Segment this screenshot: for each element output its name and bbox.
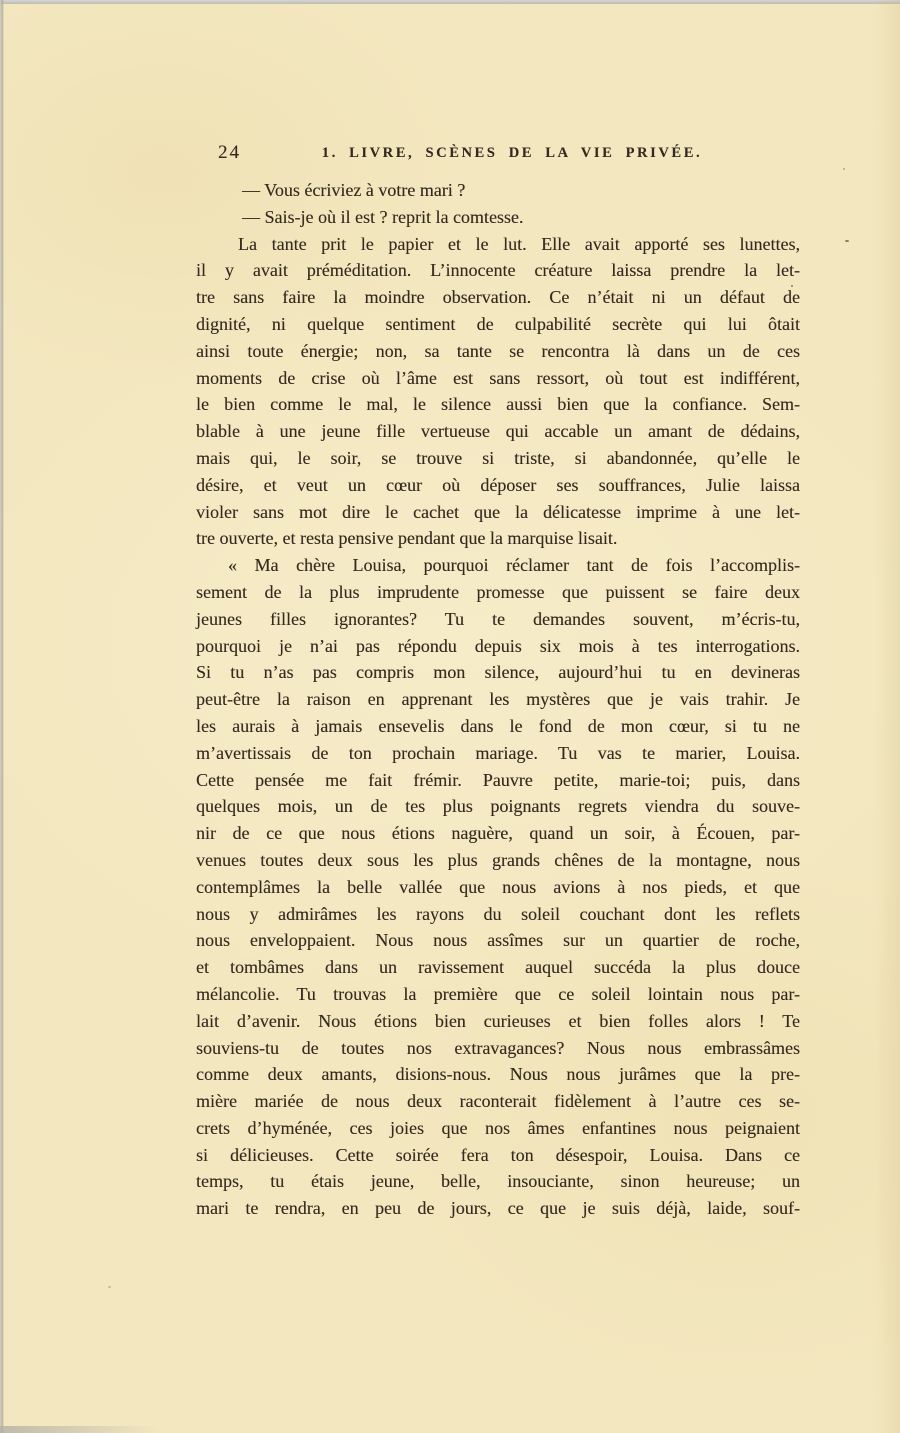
- text-line: — Vous écriviez à votre mari ?: [242, 180, 466, 200]
- ink-speck: [108, 1286, 111, 1288]
- page-number: 24: [218, 142, 241, 163]
- scan-edge-left: [0, 0, 4, 1433]
- text-line: nir de ce que nous étions naguère, quand un soir, à Écouen, par-: [196, 823, 800, 844]
- ink-speck: [843, 168, 845, 170]
- text-block: [196, 177, 800, 1222]
- text-line: comme deux amants, disions-nous. Nous nous jurâmes que la pre-: [196, 1064, 800, 1085]
- text-line: mélancolie. Tu trouvas la première que ce soleil lointain nous par-: [196, 983, 800, 1004]
- text-line: et tombâmes dans un ravissement auquel succéda la plus douce: [196, 957, 800, 978]
- text-line: venues toutes deux sous les plus grands chênes de la montagne, nous: [196, 849, 800, 870]
- text-line: La tante prit le papier et le lut. Elle avait apporté ses lunettes,: [238, 233, 800, 254]
- text-line: Cette pensée me fait frémir. Pauvre petite, marie-toi; puis, dans: [196, 769, 800, 790]
- scan-edge-bottom: [0, 1426, 160, 1433]
- running-title: 1. LIVRE, SCÈNES DE LA VIE PRIVÉE.: [321, 145, 703, 161]
- text-line: Si tu n’as pas compris mon silence, aujourd’hui tu en devineras: [196, 662, 800, 683]
- page-header: [196, 141, 800, 167]
- text-line: mari te rendra, en peu de jours, ce que je suis déjà, laide, souf-: [196, 1198, 800, 1219]
- text-line: m’avertissais de ton prochain mariage. Tu vas te marier, Louisa.: [196, 742, 800, 763]
- text-line: tre ouverte, et resta pensive pendant que la marquise lisait.: [196, 528, 618, 549]
- scan-edge-top: [0, 0, 900, 4]
- text-line: désire, et veut un cœur où déposer ses souffrances, Julie laissa: [196, 474, 800, 495]
- text-line: nous enveloppaient. Nous nous assîmes sur un quartier de roche,: [196, 930, 800, 951]
- text-line: blable à une jeune fille vertueuse qui accable un amant de dédains,: [196, 421, 800, 442]
- text-line: nous y admirâmes les rayons du soleil couchant dont les reflets: [196, 903, 800, 924]
- text-line: violer sans mot dire le cachet que la délicatesse imprime à une let-: [196, 501, 800, 522]
- ink-speck: [791, 285, 793, 287]
- text-line: jeunes filles ignorantes? Tu te demandes souvent, m’écris-tu,: [196, 608, 800, 629]
- text-line: lait d’avenir. Nous étions bien curieuses et bien folles alors ! Te: [196, 1010, 800, 1031]
- text-line: sement de la plus imprudente promesse que puissent se faire deux: [196, 581, 800, 602]
- scan-shade-right: [874, 0, 900, 1433]
- text-line: dignité, ni quelque sentiment de culpabilité secrète qui lui ôtait: [196, 313, 800, 334]
- text-line: contemplâmes la belle vallée que nous avions à nos pieds, et que: [196, 876, 800, 897]
- text-line: les aurais à jamais ensevelis dans le fond de mon cœur, si tu ne: [196, 715, 800, 736]
- text-line: peut-être la raison en apprenant les mystères que je vais trahir. Je: [196, 689, 800, 710]
- text-line: mais qui, le soir, se trouve si triste, si abandonnée, qu’elle le: [196, 447, 800, 468]
- text-line: mière mariée de nous deux raconterait fidèlement à l’autre ces se-: [196, 1091, 800, 1112]
- text-line: moments de crise où l’âme est sans ressort, où tout est indifférent,: [196, 367, 800, 388]
- text-line: quelques mois, un de tes plus poignants regrets viendra du souve-: [196, 796, 800, 817]
- text-line: crets d’hyménée, ces joies que nos âmes enfantines nous peignaient: [196, 1117, 800, 1138]
- text-line: si délicieuses. Cette soirée fera ton désespoir, Louisa. Dans ce: [196, 1144, 800, 1165]
- text-line: il y avait préméditation. L’innocente créature laissa prendre la let-: [196, 260, 800, 281]
- text-line: « Ma chère Louisa, pourquoi réclamer tant de fois l’accomplis-: [228, 555, 800, 576]
- text-line: tre sans faire la moindre observation. Ce n’était ni un défaut de: [196, 287, 800, 308]
- text-line: ainsi toute énergie; non, sa tante se rencontra là dans un de ces: [196, 340, 800, 361]
- text-line: le bien comme le mal, le silence aussi bien que la confiance. Sem-: [196, 394, 800, 415]
- text-line: temps, tu étais jeune, belle, insouciante, sinon heureuse; un: [196, 1171, 800, 1192]
- ink-speck: [845, 240, 849, 242]
- text-line: — Sais-je où il est ? reprit la comtesse.: [242, 206, 524, 227]
- text-line: pourquoi je n’ai pas répondu depuis six mois à tes interrogations.: [196, 635, 800, 656]
- text-line: souviens-tu de toutes nos extravagances? Nous nous embrassâmes: [196, 1037, 800, 1058]
